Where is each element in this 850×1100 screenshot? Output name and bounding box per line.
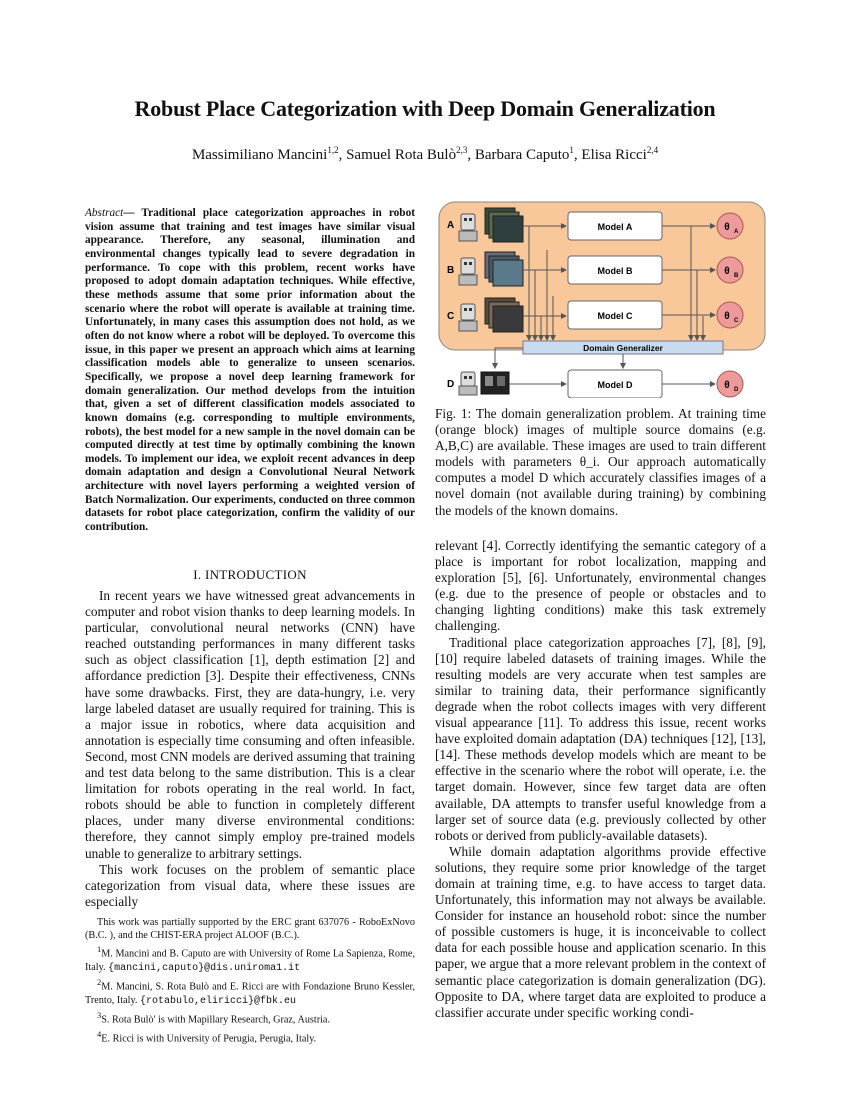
- domain-label: C: [447, 311, 455, 322]
- abstract-text: — Traditional place categorization approaches in robot vision assume that training and test images have similar visual appearance. Therefore, any seasonal, illumination and environmental changes typically lead to severe degradation in performance. To cope with this problem, recent works have proposed to adopt domain adaptation techniques. While effective, these methods assume that some prior information about the scenario where the robot will operate is available at training time. Unfortunately, in many cases this assumption does not hold, as we often do not know where a robot will be deployed. To overcome this issue, in this paper we present an approach which aims at learning classification models able to generalize to unseen scenarios. Specifically, we propose a novel deep learning framework for domain generalization. Our method develops from the intuition that, given a set of different classification models associated to known domains (e.g. corresponding to multiple environments, robots), the best model for a new sample in the novel domain can be computed directly at test time by optimally combining the known models. To implement our idea, we exploit recent advances in deep domain adaptation and design a Convolutional Neural Network architecture with novel layers performing a weighted version of Batch Normalization. Our experiments, conducted on three common datasets for robot place categorization, confirm the validity of our contribution.: [85, 207, 415, 534]
- figure-domain-generalization: [437, 200, 769, 398]
- footnote: $^2$M. Mancini, S. Rota Bulò and E. Ricci are with Fondazione Bruno Kessler, Trento, Italy. {rotabulo,eliricci}@fbk.eu: [85, 977, 415, 1007]
- svg-text:θ: θ: [724, 311, 730, 322]
- robot-icon: [459, 258, 477, 285]
- author-list: Massimiliano Mancini$^{1,2}$, Samuel Rota Bulò$^{2,3}$, Barbara Caputo$^1$, Elisa Ricci$^{2,4}$: [191, 145, 659, 163]
- theta-node: [717, 302, 743, 328]
- footnote: This work was partially supported by the ERC grant 637076 - RoboExNovo (B.C. ), and the CHIST-ERA project ALOOF (B.C.).: [85, 917, 415, 942]
- paragraph: In recent years we have witnessed great advancements in computer and robot vision thanks to deep learning models. In particular, convolutional neural networks (CNN) have reached outstanding performances in many different tasks such as object classification [1], depth estimation [2] and affordance prediction [3]. Despite their effectiveness, CNNs have some drawbacks. First, they are data-hungry, i.e. very large labeled dataset are usually required for training. This is a major issue in robotics, where data acquisition and annotation is especially time consuming and often infeasible. Second, most CNN models are derived assuming that training and test data belong to the same distribution. This is a clear limitation for robots operating in the real world. In fact, robots should be able to function in completely different places, under many diverse environmental conditions: therefore, they cannot simply employ pre-trained models unable to generalize to arbitrary settings.: [85, 588, 415, 861]
- theta-node: [717, 213, 743, 239]
- svg-text:θ: θ: [724, 380, 730, 391]
- domain-label: A: [447, 220, 455, 231]
- introduction-text: [85, 588, 415, 910]
- paragraph: Traditional place categorization approaches [7], [8], [9], [10] require labeled datasets of training images. While the resulting models are very accurate when test samples are similar to training data, their performance significantly degrade when the robot collects images with very different visual appearance [11]. To address this issue, recent works have exploited domain adaptation (DA) techniques [12], [13], [14]. These methods develop models which are meant to be effective in the scenario where the robot will operate, i.e. the target domain. However, since few target data are often available, DA attempts to transfer useful knowledge from a larger set of source data (e.g. previously collected by other robots or derived from publicly-available datasets).: [435, 634, 766, 843]
- paragraph: While domain adaptation algorithms provide effective solutions, they require some prior knowledge of the target domain at training time, e.g. to have access to target data. Unfortunately, this information may not always be available. Consider for instance an household robot: since the number of possible customers is huge, it is inconceivable to collect data for each possible house and application scenario. In this paper, we argue that a more relevant problem in the context of semantic place categorization is domain generalization (DG). Opposite to DA, where target data are exploited to produce a classifier accurate under specific working condi-: [435, 843, 766, 1020]
- paragraph: relevant [4]. Correctly identifying the semantic category of a place is important for robot localization, mapping and exploration [5], [6]. Unfortunately, environmental changes (e.g. due to the presence of people or obstacles and to changing lighting conditions) make this task extremely challenging.: [435, 538, 766, 634]
- author-affiliation: 1: [569, 145, 574, 155]
- footnote: $^4$E. Ricci is with University of Perugia, Perugia, Italy.: [97, 1028, 317, 1044]
- section-heading: I. INTRODUCTION: [193, 567, 307, 582]
- model-label: Model D: [597, 380, 633, 390]
- footnotes: [85, 916, 415, 1046]
- svg-text:θ: θ: [724, 266, 730, 277]
- paragraph: This work focuses on the problem of semantic place categorization from visual data, where these issues are especially: [85, 861, 415, 909]
- author-affiliation: 2,4: [646, 145, 659, 155]
- model-label: Model C: [597, 311, 633, 321]
- svg-text:θ: θ: [724, 222, 730, 233]
- svg-text:D: D: [734, 387, 739, 393]
- author-name: Massimiliano Mancini: [191, 147, 328, 163]
- footnote: $^1$M. Mancini and B. Caputo are with University of Rome La Sapienza, Rome, Italy. {mancini,caputo}@dis.uniroma1.it: [85, 944, 415, 974]
- image-stack: [485, 252, 523, 286]
- image-stack: [485, 298, 523, 332]
- svg-text:C: C: [734, 318, 739, 324]
- domain-label: D: [447, 379, 455, 390]
- author-affiliation: 1,2: [327, 145, 339, 155]
- abstract: [85, 207, 415, 535]
- paper-title: Robust Place Categorization with Deep Domain Generalization: [134, 96, 716, 121]
- svg-text:A: A: [734, 229, 739, 235]
- author-name: Samuel Rota Bulò: [346, 147, 457, 163]
- figure-caption: Fig. 1: The domain generalization problem. At training time (orange block) images of multiple source domains (e.g. A,B,C) are available. These images are used to train different models with parameters θ_i. Our approach automatically computes a model D which accurately classifies images of a novel domain (not available during training) by combining the models of the known domains.: [435, 406, 766, 518]
- model-label: Model A: [597, 222, 633, 232]
- email: {mancini,caputo}@dis.uniroma1.it: [108, 963, 301, 974]
- author-affiliation: 2,3: [456, 145, 468, 155]
- domain-label: B: [447, 265, 455, 276]
- image-stack: [481, 372, 509, 394]
- right-column-text: [435, 538, 766, 1021]
- author-name: Barbara Caputo: [474, 147, 570, 163]
- image-stack: [485, 208, 523, 242]
- robot-icon: [459, 372, 477, 395]
- theta-node: [717, 371, 743, 397]
- theta-node: [717, 257, 743, 283]
- email: {rotabulo,eliricci}@fbk.eu: [140, 995, 297, 1007]
- author-name: Elisa Ricci: [581, 147, 647, 163]
- domain-generalizer-label: Domain Generalizer: [583, 343, 663, 353]
- footnote: $^3$S. Rota Bulò' is with Mapillary Research, Graz, Austria.: [97, 1010, 331, 1026]
- robot-icon: [459, 214, 477, 241]
- svg-text:B: B: [734, 273, 739, 279]
- robot-icon: [459, 304, 477, 331]
- abstract-label: Abstract: [85, 207, 124, 219]
- model-label: Model B: [597, 266, 633, 276]
